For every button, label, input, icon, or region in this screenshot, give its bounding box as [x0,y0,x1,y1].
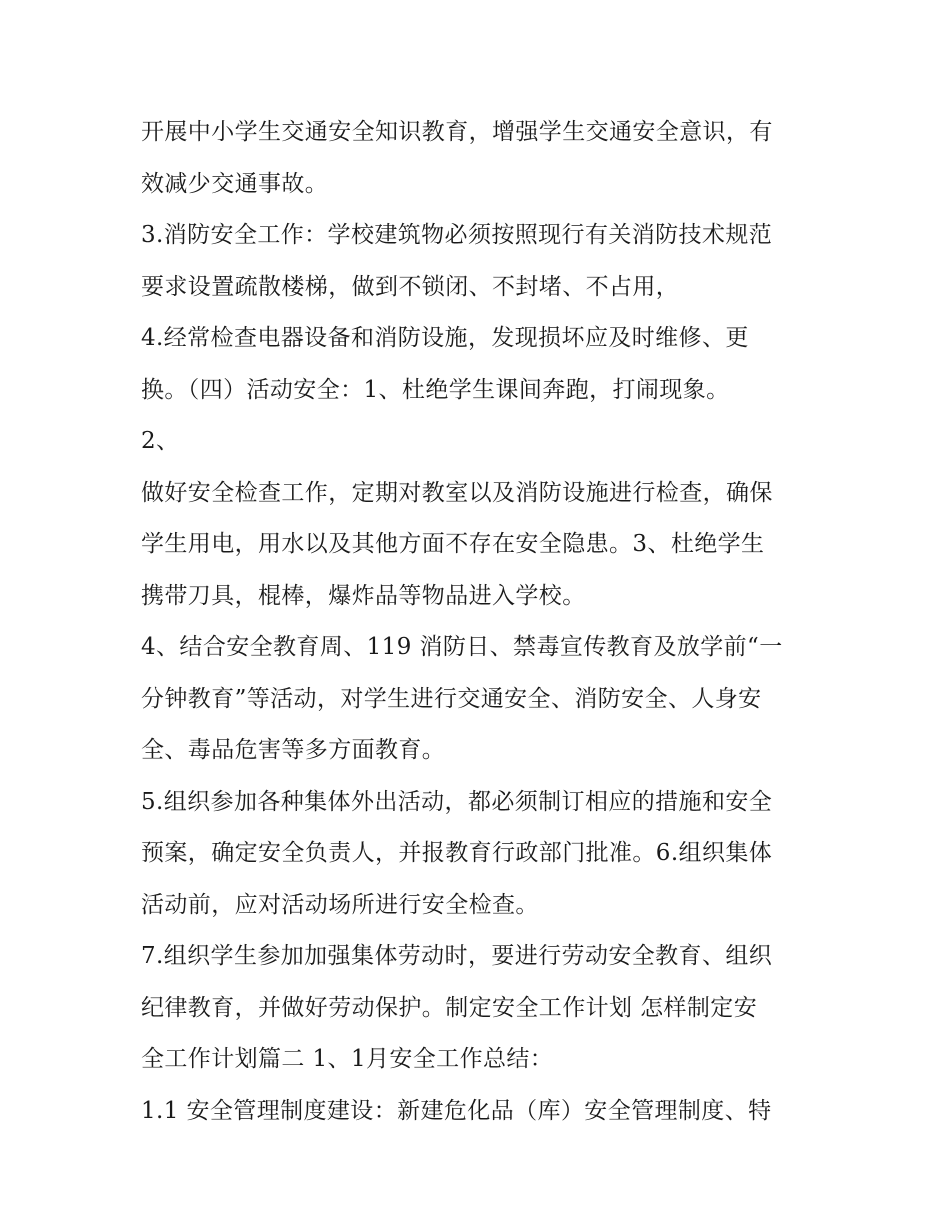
text-line: 3.消防安全工作：学校建筑物必须按照现行有关消防技术规范 [141,222,773,248]
text-line: 携带刀具，棍棒，爆炸品等物品进入学校。 [141,582,586,609]
text-line: 1.1 安全管理制度建设：新建危化品（库）安全管理制度、特 [141,1097,772,1124]
text-line: 全、毒品危害等多方面教育。 [141,737,446,763]
text-line: 纪律教育，并做好劳动保护。制定安全工作计划 怎样制定安 [141,994,758,1021]
text-line: 7.组织学生参加加强集体劳动时，要进行劳动安全教育、组织 [141,943,773,969]
text-line: 活动前，应对活动场所进行安全检查。 [141,891,539,918]
document-body [141,107,821,1137]
text-line: 换。（四）活动安全：1、杜绝学生课间奔跑，打闹现象。 [141,376,730,403]
text-line: 预案，确定安全负责人，并报教育行政部门批准。6.组织集体 [141,840,773,866]
text-line: 学生用电，用水以及其他方面不存在安全隐患。3、杜绝学生 [141,531,765,557]
text-line: 2、 [141,428,180,454]
text-line: 要求设置疏散楼梯，做到不锁闭、不封堵、不占用， [141,273,680,300]
text-line: 5.组织参加各种集体外出活动，都必须制订相应的措施和安全 [141,788,773,815]
text-line: 开展中小学生交通安全知识教育，增强学生交通安全意识，有 [141,119,773,145]
text-line: 4、结合安全教育周、119 消防日、禁毒宣传教育及放学前“一 [141,634,783,660]
text-line: 分钟教育”等活动，对学生进行交通安全、消防安全、人身安 [141,685,762,712]
text-line: 4.经常检查电器设备和消防设施，发现损坏应及时维修、更 [141,325,749,351]
text-line: 全工作计划篇二 1、1月安全工作总结： [141,1046,554,1072]
text-line: 效减少交通事故。 [141,170,329,197]
text-line: 做好安全检查工作，定期对教室以及消防设施进行检查，确保 [141,479,773,506]
